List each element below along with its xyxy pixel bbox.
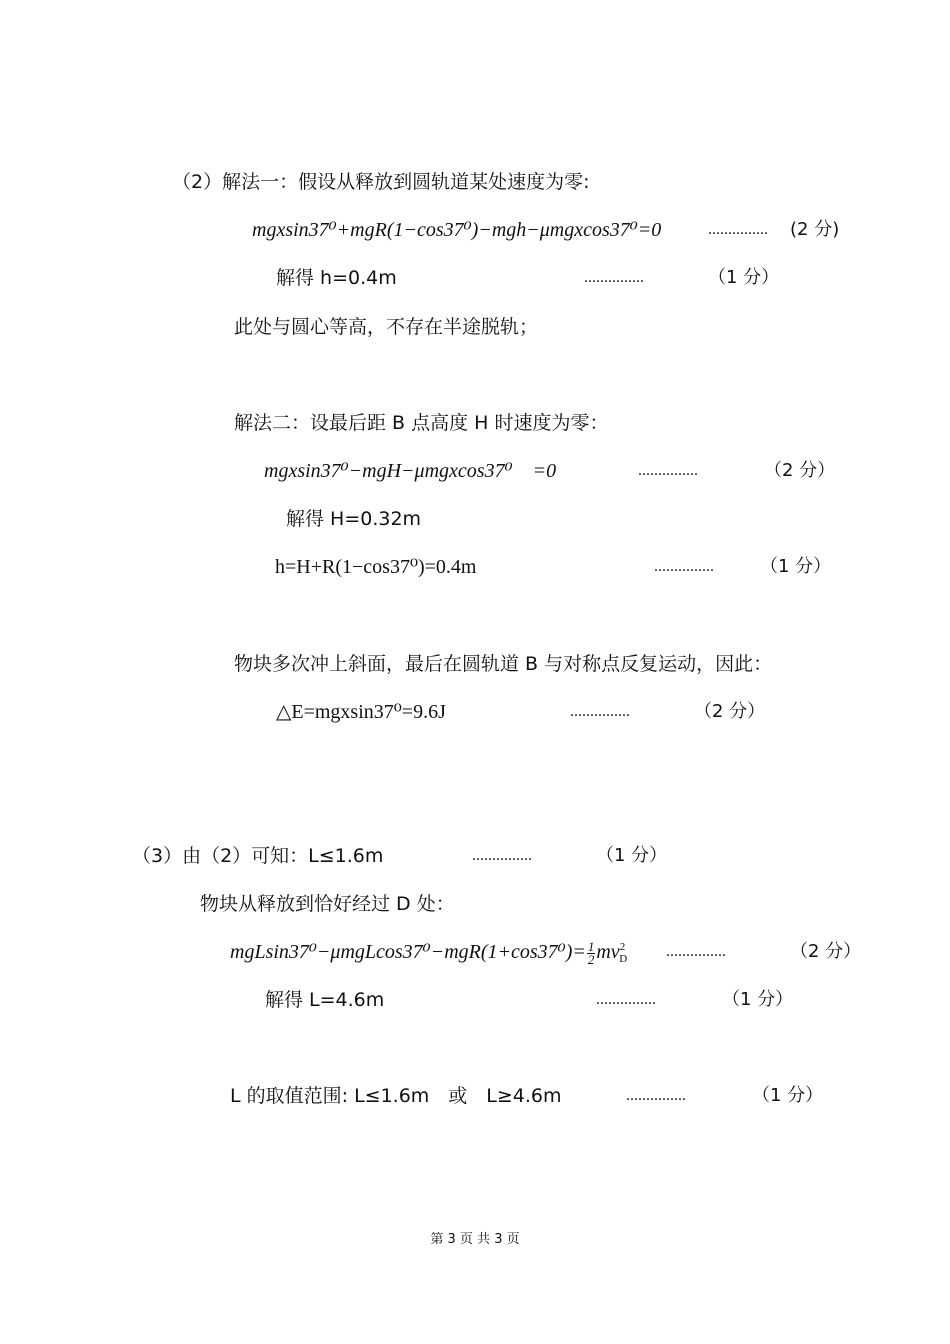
energy-score: （2 分） bbox=[694, 701, 766, 722]
method2-h-dots: ............... bbox=[654, 558, 714, 575]
method1-result-score: （1 分） bbox=[708, 267, 780, 288]
part3-equation-right: mv bbox=[596, 941, 620, 963]
half-fraction bbox=[587, 938, 596, 967]
part3-range: L 的取值范围: L≤1.6m 或 L≥4.6m bbox=[230, 1085, 562, 1107]
velocity-superscript: 2 bbox=[619, 941, 626, 953]
part3-equation-left: mgLsin37⁰−μmgLcos37⁰−mgR(1+cos37⁰)= bbox=[230, 941, 586, 963]
method2-equation-dots: ............... bbox=[638, 462, 698, 479]
method2-equation: mgxsin37⁰−mgH−μmgxcos37⁰ =0 bbox=[264, 460, 557, 482]
method2-result: 解得 H=0.32m bbox=[286, 508, 422, 530]
part3-result: 解得 L=4.6m bbox=[265, 989, 385, 1011]
method1-equation-dots: ............... bbox=[708, 221, 768, 238]
part3-heading: （3）由（2）可知：L≤1.6m bbox=[132, 845, 384, 867]
method2-equation-score: （2 分） bbox=[764, 460, 836, 481]
part3-equation bbox=[230, 940, 633, 967]
part3-intro: 物块从释放到恰好经过 D 处： bbox=[200, 893, 455, 915]
page-footer: 第 3 页 共 3 页 bbox=[430, 1232, 520, 1247]
method2-heading: 解法二：设最后距 B 点高度 H 时速度为零： bbox=[234, 412, 609, 434]
energy-dots: ............... bbox=[570, 703, 630, 720]
method1-equation: mgxsin37⁰+mgR(1−cos37⁰)−mgh−μmgxcos37⁰=0 bbox=[252, 219, 662, 241]
velocity-subscript: D bbox=[619, 953, 628, 965]
conclusion: 物块多次冲上斜面，最后在圆轨道 B 与对称点反复运动，因此： bbox=[234, 653, 773, 675]
part3-range-score: （1 分） bbox=[752, 1085, 824, 1106]
method1-result-dots: ............... bbox=[584, 269, 644, 286]
method2-h-score: （1 分） bbox=[760, 556, 832, 577]
part3-heading-score: （1 分） bbox=[596, 845, 668, 866]
part3-heading-dots: ............... bbox=[472, 847, 532, 864]
fraction-denominator: 2 bbox=[587, 951, 595, 967]
method1-equation-score: (2 分) bbox=[790, 219, 840, 240]
part3-equation-score: （2 分） bbox=[790, 941, 862, 962]
energy-equation: △E=mgxsin37⁰=9.6J bbox=[276, 701, 446, 723]
part3-result-dots: ............... bbox=[596, 991, 656, 1008]
part3-result-score: （1 分） bbox=[722, 989, 794, 1010]
method1-note: 此处与圆心等高，不存在半途脱轨； bbox=[234, 316, 539, 338]
part2-heading: （2）解法一：假设从释放到圆轨道某处速度为零: bbox=[172, 171, 590, 193]
velocity-subscript-group bbox=[619, 941, 633, 965]
part3-equation-dots: ............... bbox=[666, 943, 726, 960]
method2-h-equation: h=H+R(1−cos37⁰)=0.4m bbox=[275, 556, 477, 578]
method1-result: 解得 h=0.4m bbox=[276, 267, 397, 289]
fraction-numerator: 1 bbox=[587, 938, 595, 954]
part3-range-dots: ............... bbox=[626, 1087, 686, 1104]
